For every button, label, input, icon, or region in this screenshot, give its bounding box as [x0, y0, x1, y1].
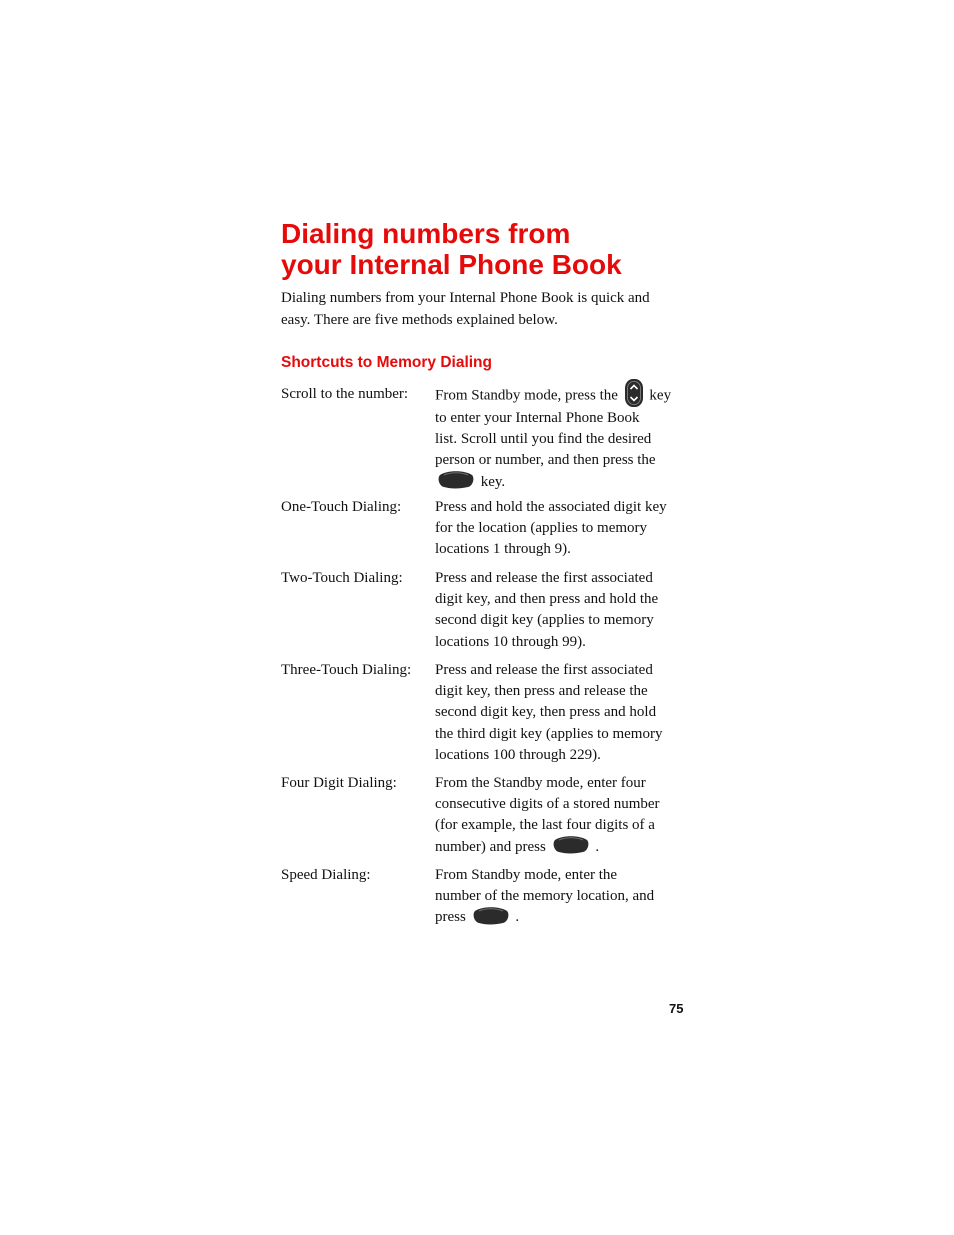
- description-line: second digit key, then press and hold: [435, 704, 657, 721]
- description-line: locations 100 through 229).: [435, 746, 601, 763]
- description-line: second digit key (applies to memory: [435, 612, 654, 629]
- description-line: [435, 472, 691, 493]
- method-description-scroll: [435, 384, 691, 493]
- description-line: (for example, the last four digits of a: [435, 817, 655, 834]
- description-line: From the Standby mode, enter four: [435, 775, 646, 791]
- description-line: Press and hold the associated digit key: [435, 499, 667, 515]
- method-description-one-touch: [435, 497, 691, 561]
- description-line: digit key, then press and release the: [435, 683, 648, 700]
- intro-paragraph: [281, 288, 701, 331]
- method-label-one-touch: One-Touch Dialing:: [281, 499, 402, 515]
- method-label-four-digit: Four Digit Dialing:: [281, 775, 397, 791]
- description-text: press: [435, 909, 466, 926]
- description-line: consecutive digits of a stored number: [435, 796, 660, 813]
- method-description-three-touch: [435, 660, 691, 766]
- description-line: to enter your Internal Phone Book: [435, 410, 640, 426]
- description-line: From Standby mode, enter the: [435, 867, 618, 883]
- section-heading: Shortcuts to Memory Dialing: [281, 354, 492, 371]
- page-title-line-2: your Internal Phone Book: [281, 249, 622, 280]
- send-key-icon: [472, 905, 510, 925]
- description-text: .: [515, 909, 520, 926]
- page-title-line-1: Dialing numbers from: [281, 218, 571, 249]
- description-line: [435, 837, 691, 858]
- send-key-icon: [552, 834, 590, 854]
- description-line: Press and release the first associated: [435, 662, 653, 678]
- description-line: locations 10 through 99).: [435, 633, 586, 650]
- method-label-speed: Speed Dialing:: [281, 867, 371, 883]
- description-text: .: [595, 838, 600, 855]
- description-line: person or number, and then press the: [435, 452, 656, 469]
- method-label-three-touch: Three-Touch Dialing:: [281, 662, 412, 678]
- page-title: [281, 218, 721, 280]
- description-line: locations 1 through 9).: [435, 541, 571, 558]
- intro-line-2: easy. There are five methods explained below.: [281, 311, 558, 328]
- description-text: key: [649, 387, 672, 404]
- description-line: [435, 384, 691, 408]
- description-text: key.: [480, 473, 506, 490]
- description-line: Press and release the first associated: [435, 570, 653, 586]
- description-line: the third digit key (applies to memory: [435, 725, 663, 742]
- method-label-scroll: Scroll to the number:: [281, 386, 409, 402]
- description-line: list. Scroll until you find the desired: [435, 431, 652, 448]
- method-description-two-touch: [435, 568, 691, 653]
- method-description-speed: [435, 865, 691, 929]
- method-label-two-touch: Two-Touch Dialing:: [281, 570, 403, 586]
- send-key-icon: [437, 469, 475, 489]
- description-line: number of the memory location, and: [435, 888, 655, 905]
- description-text: number) and press: [435, 838, 546, 855]
- description-line: digit key, and then press and hold the: [435, 591, 659, 608]
- description-line: [435, 907, 691, 928]
- description-line: for the location (applies to memory: [435, 520, 648, 537]
- navigation-key-icon: [624, 378, 644, 408]
- method-description-four-digit: [435, 773, 691, 858]
- intro-line-1: Dialing numbers from your Internal Phone Book is quick and: [281, 290, 650, 306]
- description-text: From Standby mode, press the: [435, 387, 618, 404]
- page-number: 75: [669, 1001, 684, 1016]
